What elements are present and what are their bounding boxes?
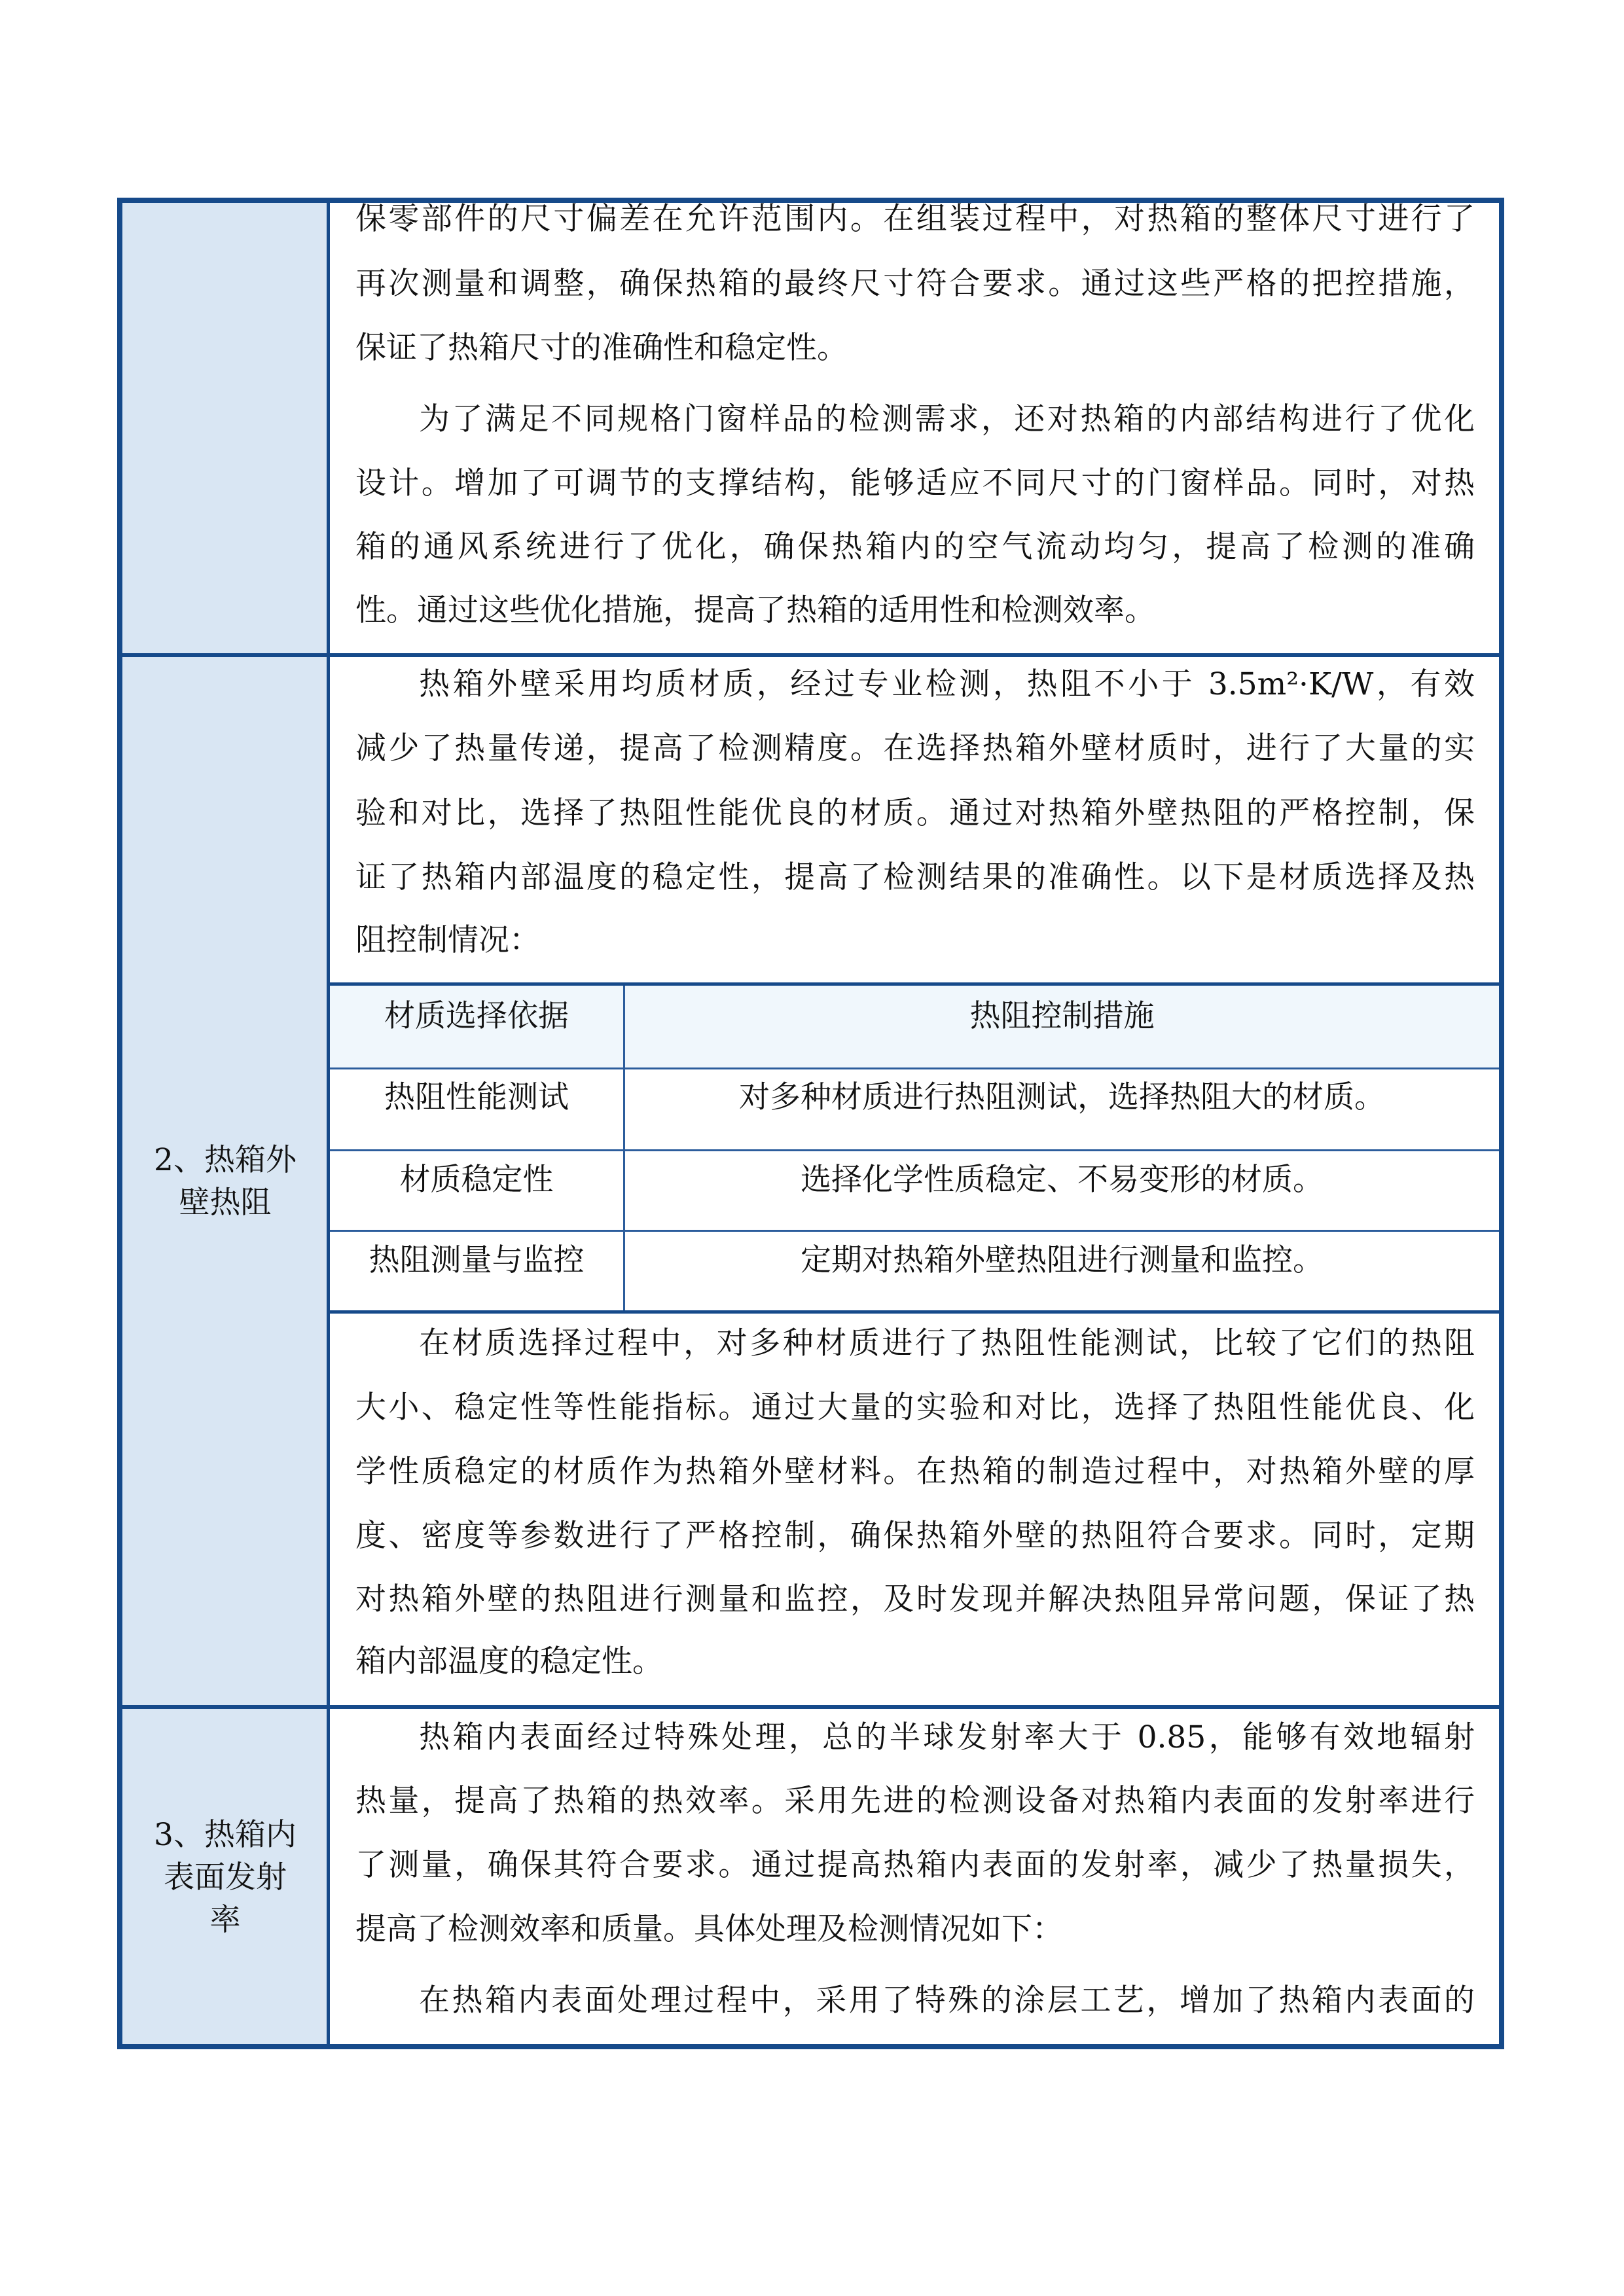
text-line: 大小、稳定性等性能指标。通过大量的实验和对比，选择了热阻性能优良、化 [355, 1390, 1475, 1426]
table-cell: 材质稳定性 [399, 1162, 554, 1198]
text-line: 证了热箱内部温度的稳定性，提高了检测结果的准确性。以下是材质选择及热 [355, 859, 1475, 895]
text-line: 提高了检测效率和质量。具体处理及检测情况如下： [355, 1911, 1063, 1947]
label-column [122, 203, 328, 2044]
table-cell: 选择化学性质稳定、不易变形的材质。 [801, 1162, 1324, 1198]
row-label: 率 [209, 1902, 241, 1938]
text-line: 热量，提高了热箱的热效率。采用先进的检测设备对热箱内表面的发射率进行 [355, 1783, 1475, 1819]
table-cell: 热阻性能测试 [384, 1079, 569, 1115]
row-label: 3、热箱内 [154, 1817, 297, 1853]
text-line: 热箱外壁采用均质材质，经过专业检测，热阻不小于 3.5m²·K/W，有效 [419, 666, 1475, 702]
text-line: 设计。增加了可调节的支撑结构，能够适应不同尺寸的门窗样品。同时，对热 [355, 465, 1475, 501]
material-table [330, 984, 1499, 1312]
text-line: 减少了热量传递，提高了检测精度。在选择热箱外壁材质时，进行了大量的实 [355, 730, 1475, 766]
table-header-cell: 热阻控制措施 [969, 998, 1155, 1034]
text-line: 度、密度等参数进行了严格控制，确保热箱外壁的热阻符合要求。同时，定期 [355, 1518, 1475, 1554]
text-line: 性。通过这些优化措施，提高了热箱的适用性和检测效率。 [355, 592, 1155, 628]
text-line: 保证了热箱尺寸的准确性和稳定性。 [355, 330, 848, 366]
text-line: 在材质选择过程中，对多种材质进行了热阻性能测试，比较了它们的热阻 [419, 1325, 1475, 1361]
row-label: 2、热箱外 [154, 1142, 297, 1178]
table-top-border [330, 982, 1499, 986]
text-line: 再次测量和调整，确保热箱的最终尺寸符合要求。通过这些严格的把控措施， [355, 266, 1475, 302]
text-line: 箱的通风系统进行了优化，确保热箱内的空气流动均匀，提高了检测的准确 [355, 529, 1475, 565]
text-line: 阻控制情况： [355, 922, 540, 958]
text-line: 为了满足不同规格门窗样品的检测需求，还对热箱的内部结构进行了优化 [419, 401, 1475, 437]
table-column-divider [623, 984, 625, 1312]
row-label: 表面发射 [164, 1859, 287, 1895]
row-label: 壁热阻 [179, 1185, 272, 1221]
text-line: 在热箱内表面处理过程中，采用了特殊的涂层工艺，增加了热箱内表面的 [419, 1982, 1475, 2018]
table-cell: 热阻测量与监控 [369, 1242, 585, 1278]
text-line: 对热箱外壁的热阻进行测量和监控，及时发现并解决热阻异常问题，保证了热 [355, 1581, 1475, 1617]
text-line: 热箱内表面经过特殊处理，总的半球发射率大于 0.85，能够有效地辐射 [419, 1719, 1475, 1755]
text-line: 箱内部温度的稳定性。 [355, 1643, 663, 1679]
text-line: 验和对比，选择了热阻性能优良的材质。通过对热箱外壁热阻的严格控制，保 [355, 795, 1475, 831]
text-line: 了测量，确保其符合要求。通过提高热箱内表面的发射率，减少了热量损失， [355, 1847, 1475, 1883]
text-line: 学性质稳定的材质作为热箱外壁材料。在热箱的制造过程中，对热箱外壁的厚 [355, 1454, 1475, 1490]
table-header-cell: 材质选择依据 [384, 998, 569, 1034]
text-line: 保零部件的尺寸偏差在允许范围内。在组装过程中，对热箱的整体尺寸进行了 [355, 201, 1475, 237]
table-cell: 定期对热箱外壁热阻进行测量和监控。 [801, 1242, 1324, 1278]
table-cell: 对多种材质进行热阻测试，选择热阻大的材质。 [739, 1079, 1385, 1115]
